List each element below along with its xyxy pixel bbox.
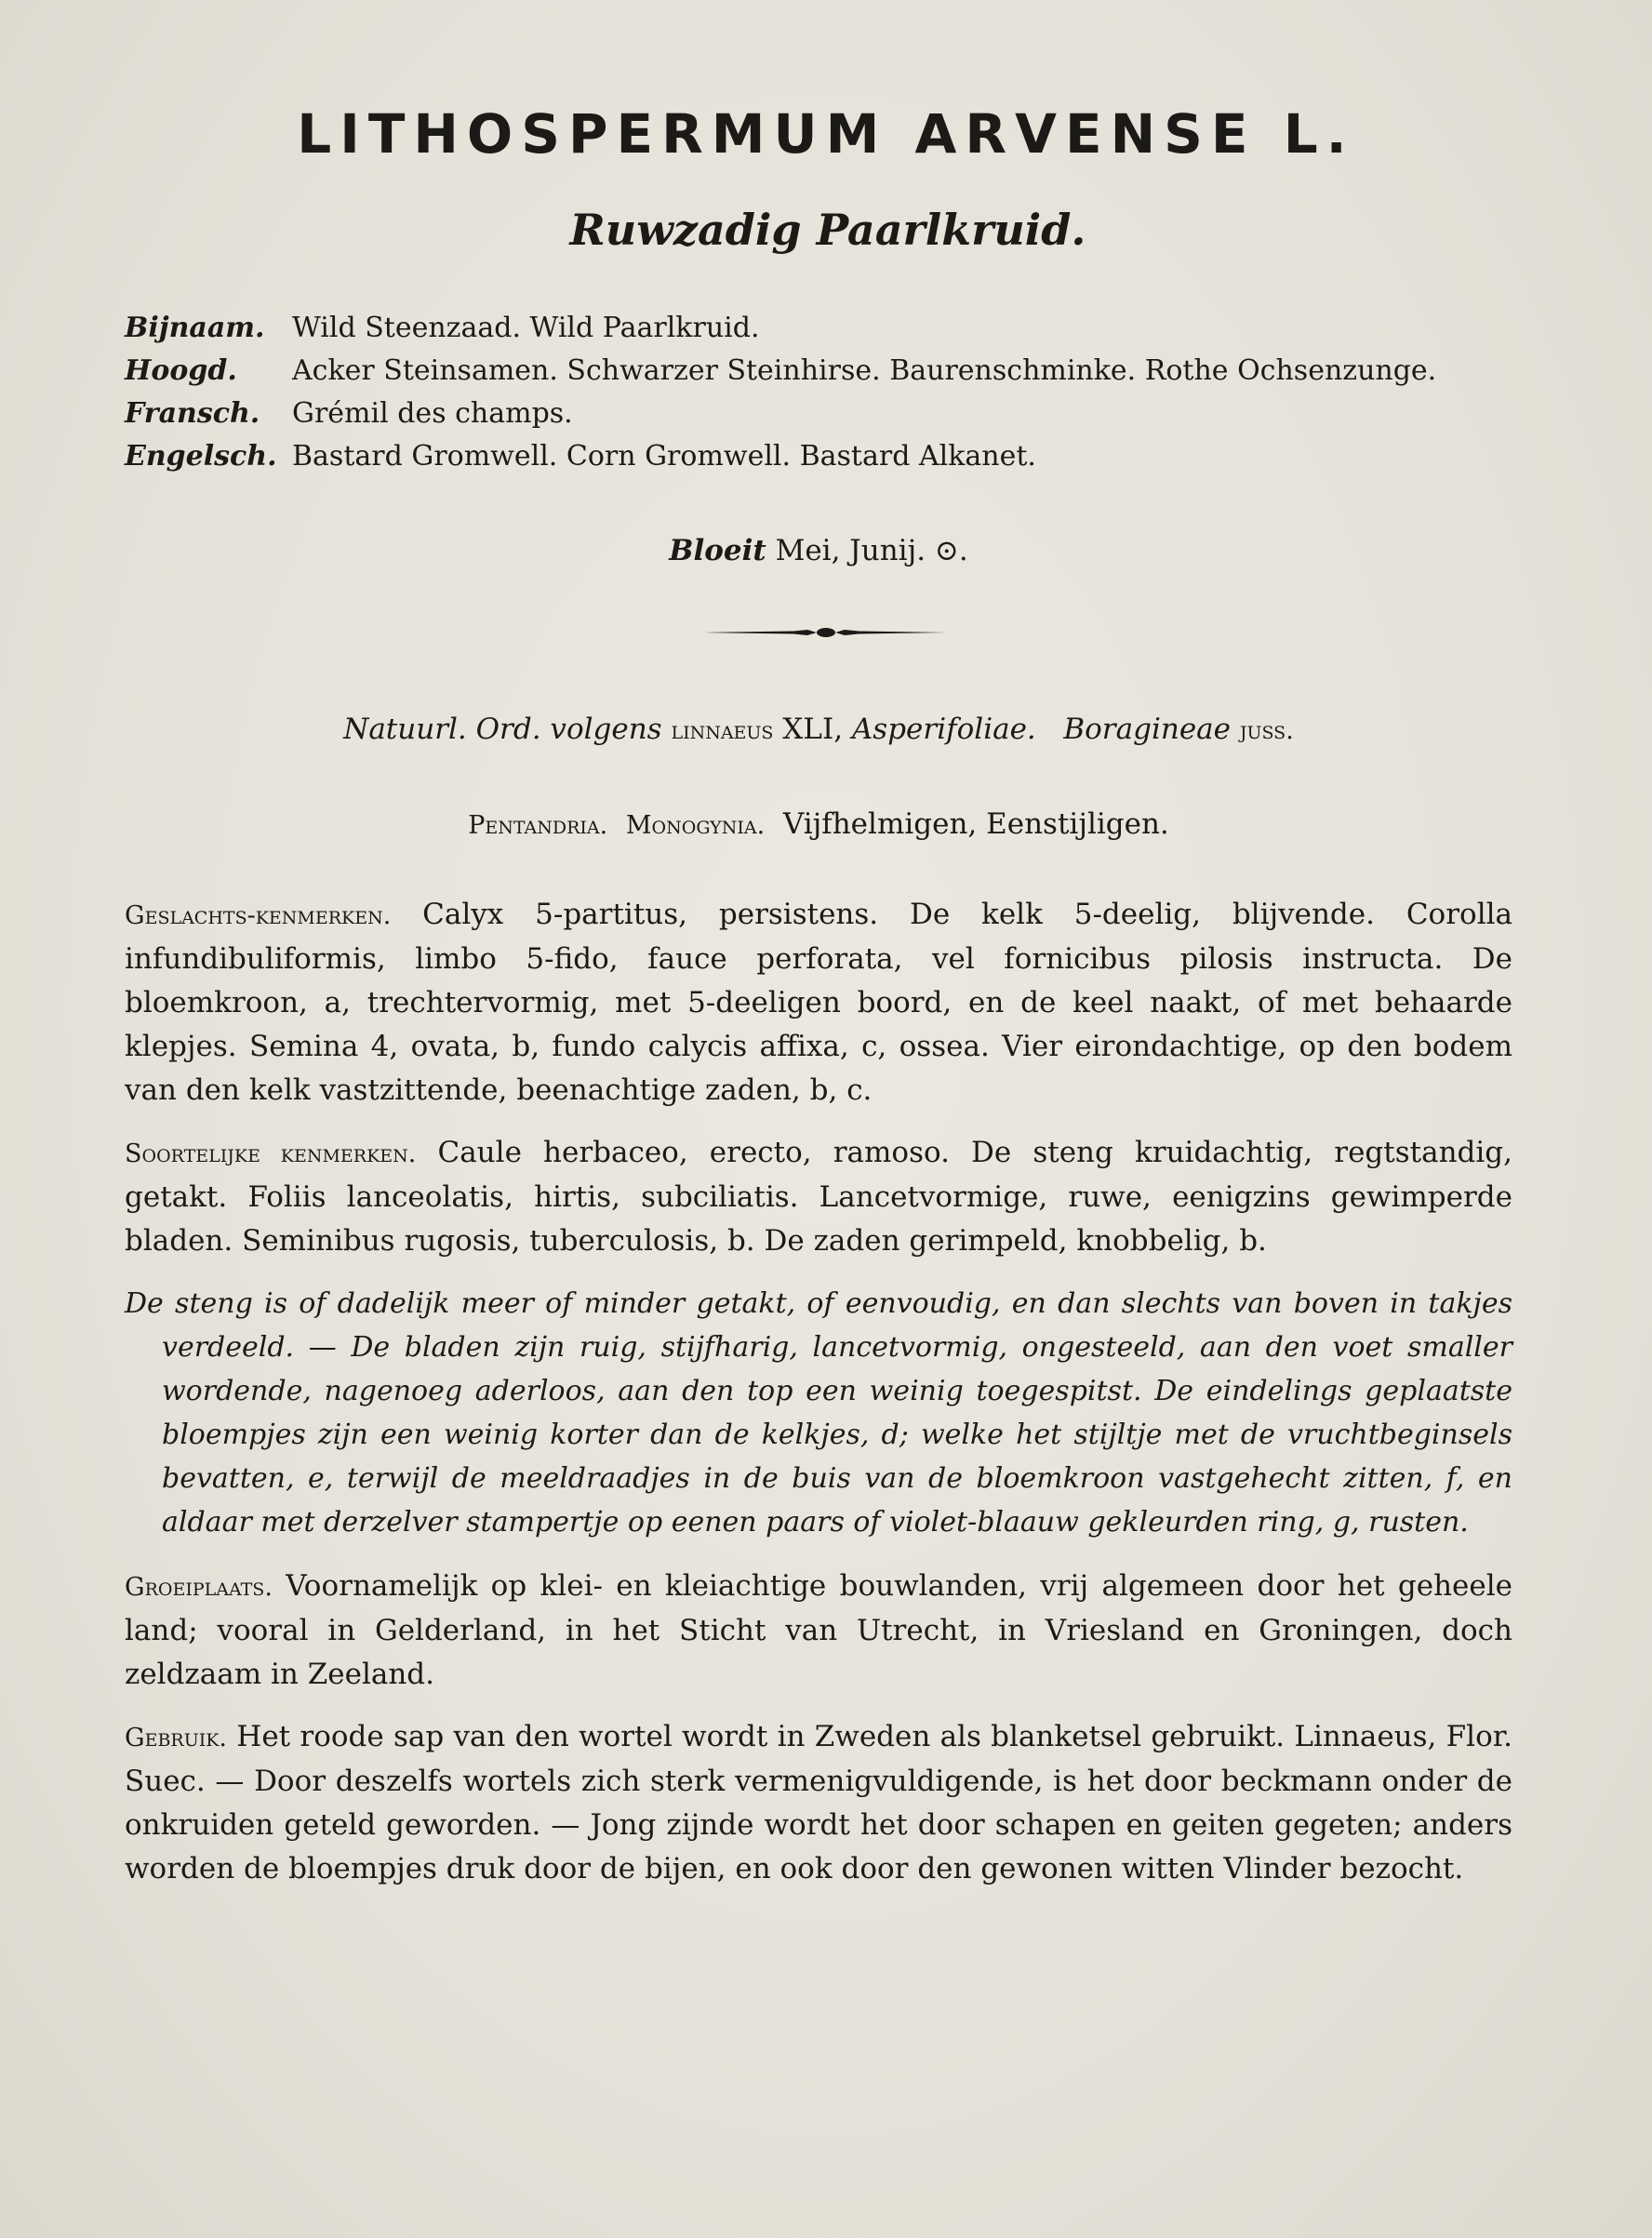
name-label: Bijnaam. bbox=[125, 312, 265, 344]
page-title: LITHOSPERMUM ARVENSE L. bbox=[297, 102, 1355, 166]
name-label: Fransch. bbox=[125, 397, 260, 430]
section-text: Het roode sap van den wortel wordt in Zweden als blanketsel gebruikt. Linnaeus, Flor. Suec. — Door deszelfs wortels zich sterk vermenigvuldigende, is het door beckmann onder de onkruiden geteld geworden. — Jong zijnde wordt het door schapen en geiten gegeten; anders worden de bloempjes druk door de bijen, en ook door den gewonen witten Vlinder bezocht. bbox=[125, 1720, 1513, 1885]
name-row bbox=[125, 393, 1512, 435]
class-dutch: Vijfhelmigen, Eenstijligen. bbox=[782, 807, 1169, 841]
name-values: Grémil des champs. bbox=[292, 397, 573, 430]
description-note: De steng is of dadelijk meer of minder getakt, of eenvoudig, en dan slechts van boven in takjes verdeeld. — De bladen zijn ruig, stijfharig, lancetvormig, ongesteeld, aan den voet smaller wordende, nagenoeg aderloos, aan den top een weinig toegespitst. De eindelings geplaatste bloempjes zijn een weinig korter dan de kelkjes, d; welke het stijltje met de vruchtbeginsels bevatten, e, terwijl de meeldraadjes in de buis van de bloemkroon vastgehecht zitten, f, en aldaar met derzelver stampertje op eenen paars of violet-blaauw gekleurden ring, g, rusten. bbox=[125, 1287, 1512, 1539]
linnaean-class bbox=[125, 807, 1512, 841]
vernacular-names bbox=[125, 307, 1512, 478]
class-monogynia: Monogynia. bbox=[625, 811, 766, 840]
section-heading: Gebruik. bbox=[125, 1724, 228, 1752]
author-linnaeus: linnaeus bbox=[671, 716, 774, 745]
section-heading: Geslachts-kenmerken. bbox=[125, 901, 392, 930]
section-heading: Groeiplaats. bbox=[125, 1573, 273, 1602]
page-subtitle: Ruwzadig Paarlkruid. bbox=[569, 205, 1086, 255]
name-label: Engelsch. bbox=[125, 440, 277, 473]
natural-order bbox=[125, 713, 1512, 746]
name-values: Wild Steenzaad. Wild Paarlkruid. bbox=[292, 312, 760, 344]
name-row bbox=[125, 350, 1512, 393]
order-asperifoliae: Asperifoliae. bbox=[851, 713, 1036, 746]
section-text: Caule herbaceo, erecto, ramoso. De steng kruidachtig, regtstandig, getakt. Foliis lanceolatis, hirtis, subciliatis. Lancetvormige, ruwe, eenigzins gewimperde bladen. Seminibus rugosis, tuberculosis, b. De zaden gerimpeld, knobbelig, b. bbox=[125, 1136, 1513, 1258]
uses bbox=[125, 1715, 1512, 1891]
genus-characteristics bbox=[125, 893, 1512, 1112]
section-text: Calyx 5-partitus, persistens. De kelk 5-deelig, blijvende. Corolla infundibuliformis, limbo 5-fido, fauce perforata, vel fornicibus pilosis instructa. De bloemkroon, a, trechtervormig, met 5-deeligen boord, en de keel naakt, of met behaarde klepjes. Semina 4, ovata, b, fundo calycis affixa, c, ossea. Vier eirondachtige, op den bodem van den kelk vastzittende, beenachtige zaden, b, c. bbox=[125, 898, 1512, 1107]
flowering-months: Mei, Junij. bbox=[775, 534, 926, 567]
section-text: Voornamelijk op klei- en kleiachtige bouwlanden, vrij algemeen door het geheele land; vooral in Gelderland, in het Sticht van Utrecht, in Vriesland en Groningen, doch zeldzaam in Zeeland. bbox=[125, 1569, 1513, 1691]
species-characteristics bbox=[125, 1131, 1512, 1263]
class-pentandria: Pentandria. bbox=[468, 811, 608, 840]
flowering-label: Bloeit bbox=[669, 534, 766, 567]
name-values: Acker Steinsamen. Schwarzer Steinhirse. Baurenschminke. Rothe Ochsenzunge. bbox=[292, 354, 1437, 387]
section-heading: Soortelijke kenmerken. bbox=[125, 1139, 417, 1168]
order-label: Natuurl. Ord. volgens bbox=[343, 713, 662, 746]
author-juss: juss. bbox=[1239, 716, 1294, 745]
order-boragineae: Boragineae bbox=[1063, 713, 1232, 746]
habitat bbox=[125, 1565, 1512, 1697]
name-row bbox=[125, 307, 1512, 350]
flowering-time bbox=[125, 534, 1512, 567]
name-values: Bastard Gromwell. Corn Gromwell. Bastard Alkanet. bbox=[292, 440, 1036, 473]
divider-ornament-icon bbox=[705, 625, 947, 640]
order-number: XLI, bbox=[773, 713, 852, 746]
name-label: Hoogd. bbox=[125, 354, 237, 387]
annual-symbol: ⊙. bbox=[934, 534, 968, 567]
ornamental-divider bbox=[125, 625, 1512, 640]
name-row bbox=[125, 435, 1512, 478]
